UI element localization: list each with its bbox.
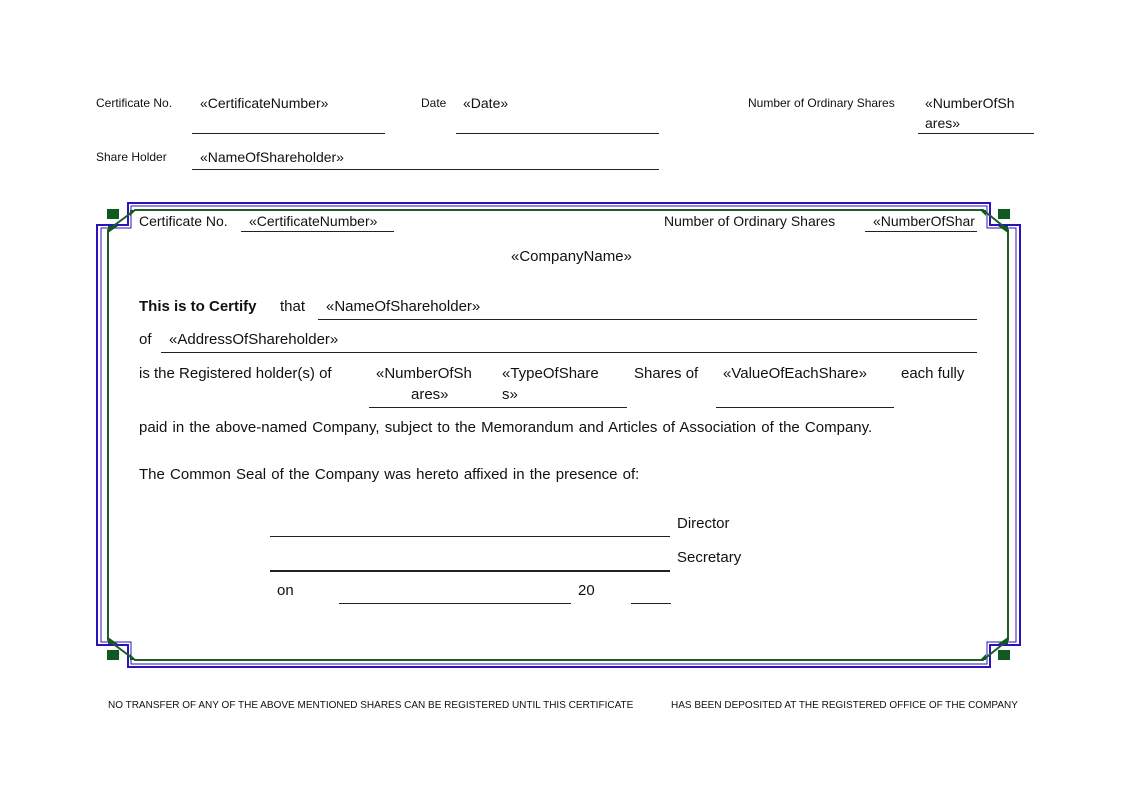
- stub-date-label: Date: [421, 96, 447, 110]
- corner-triangle-tl: [108, 226, 118, 233]
- date-signed-line: [339, 603, 571, 604]
- cert-shares-label: Number of Ordinary Shares: [664, 213, 836, 229]
- director-signature-line: [270, 536, 670, 537]
- corner-triangle-tr: [998, 226, 1008, 233]
- year-line: [631, 603, 671, 604]
- value-line: [716, 407, 894, 408]
- footer-notice-part2: HAS BEEN DEPOSITED AT THE REGISTERED OFFICE OF THE COMPANY: [671, 700, 1018, 711]
- corner-square-br: [998, 650, 1010, 660]
- shareholder-address: «AddressOfShareholder»: [169, 331, 339, 348]
- each-fully-text: each fully: [901, 365, 965, 382]
- corner-square-bl: [107, 650, 119, 660]
- seal-text: The Common Seal of the Company was hereto affixed in the presence of:: [139, 466, 640, 483]
- corner-triangle-br: [998, 637, 1008, 644]
- shareholder-name-line: [318, 319, 977, 320]
- corner-square-tl: [107, 209, 119, 219]
- footer-notice-part1: NO TRANSFER OF ANY OF THE ABOVE MENTIONED SHARES CAN BE REGISTERED UNTIL THIS CERTIFICATE: [108, 700, 634, 711]
- shares-of-label: Shares of: [634, 365, 699, 382]
- director-label: Director: [677, 515, 730, 532]
- shares-line: [369, 407, 627, 408]
- certify-that: that: [280, 298, 306, 315]
- corner-square-tr: [998, 209, 1010, 219]
- cert-shares-line: [865, 231, 977, 232]
- corner-triangle-bl: [108, 637, 118, 644]
- stub-holder-value: «NameOfShareholder»: [200, 149, 344, 165]
- cert-no-label: Certificate No.: [139, 213, 228, 229]
- stub-date-value: «Date»: [463, 95, 509, 111]
- corner-triangle-tl2: [130, 210, 136, 216]
- cert-no-value: «CertificateNumber»: [249, 213, 378, 229]
- stub-shares-value-1: «NumberOfSh: [925, 95, 1015, 111]
- paid-text: paid in the above-named Company, subject to the Memorandum and Articles of Association of the Company.: [139, 419, 873, 436]
- stub-cert-no-value: «CertificateNumber»: [200, 95, 329, 111]
- certify-heading: This is to Certify: [139, 298, 257, 315]
- shareholder-name: «NameOfShareholder»: [326, 298, 481, 315]
- secretary-label: Secretary: [677, 549, 742, 566]
- num-shares-2: ares»: [411, 386, 449, 403]
- cert-no-line: [241, 231, 394, 232]
- type-shares-2: s»: [502, 386, 518, 403]
- year-prefix: 20: [578, 582, 595, 599]
- of-label: of: [139, 331, 152, 348]
- value-each-share: «ValueOfEachShare»: [723, 365, 867, 382]
- secretary-signature-line: [270, 570, 670, 572]
- corner-triangle-tr2: [980, 210, 986, 216]
- company-name: «CompanyName»: [511, 248, 632, 265]
- stub-holder-label: Share Holder: [96, 150, 167, 164]
- registered-holder-text: is the Registered holder(s) of: [139, 365, 332, 382]
- stub-shares-label: Number of Ordinary Shares: [748, 96, 895, 110]
- cert-shares-value: «NumberOfShar: [873, 213, 975, 229]
- stub-cert-no-label: Certificate No.: [96, 96, 173, 110]
- type-shares-1: «TypeOfShare: [502, 365, 599, 382]
- stub-shares-value-2: ares»: [925, 115, 961, 131]
- shareholder-address-line: [161, 352, 977, 353]
- on-label: on: [277, 582, 294, 599]
- num-shares-1: «NumberOfSh: [376, 365, 472, 382]
- corner-triangle-br2: [980, 654, 986, 660]
